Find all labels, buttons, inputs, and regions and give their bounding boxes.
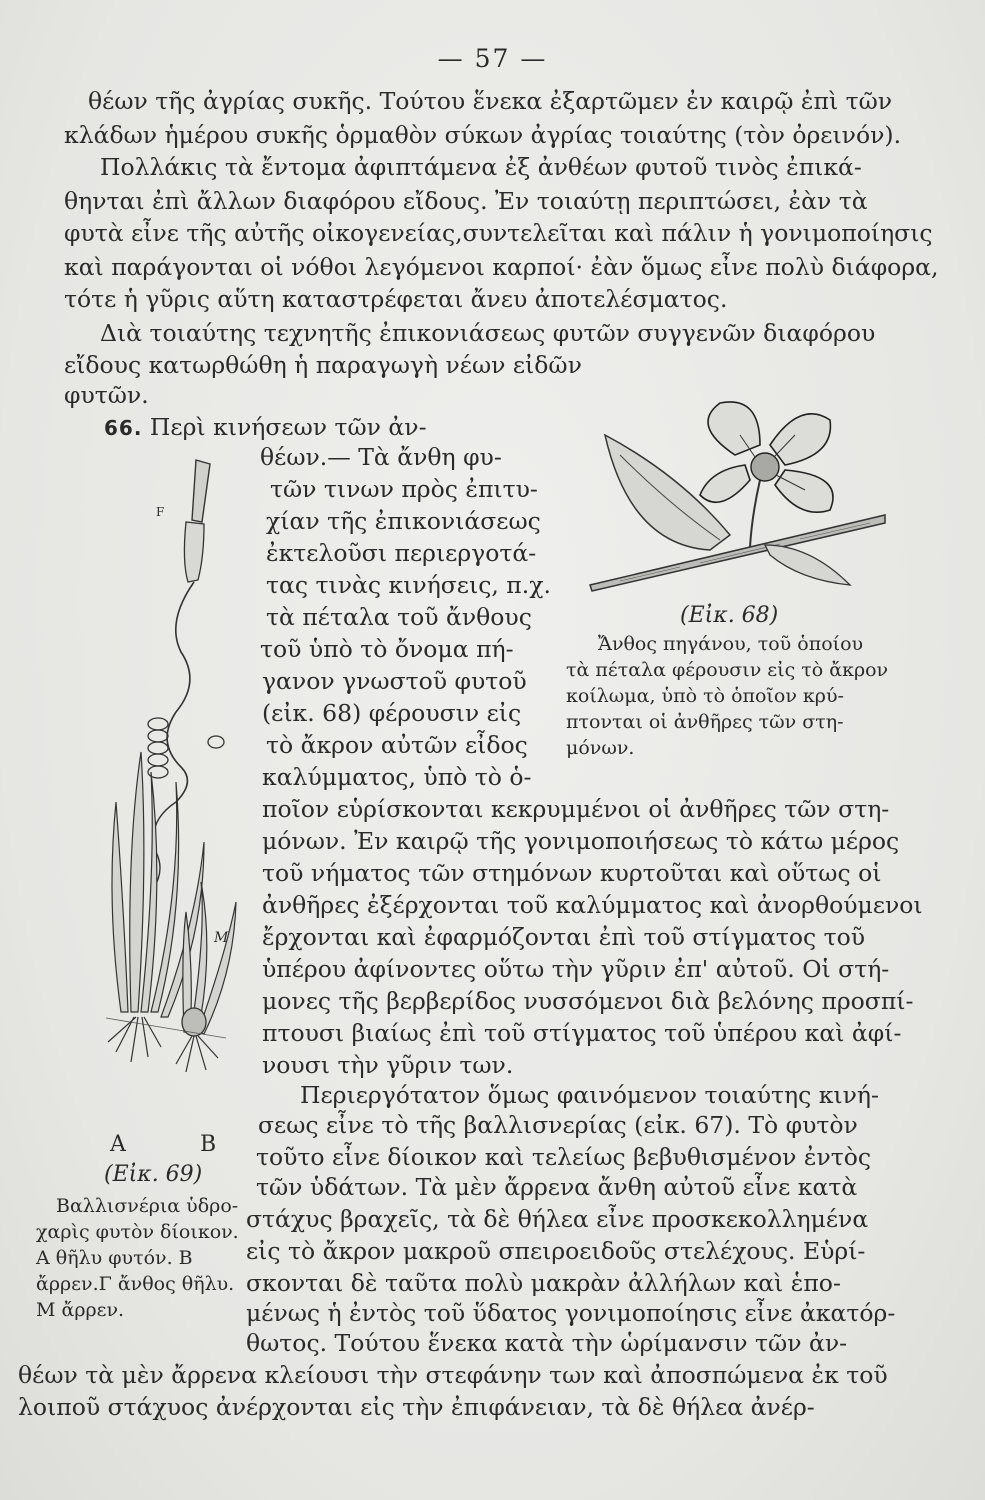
figure-68-rue-flower <box>560 395 890 595</box>
text-line: καὶ παράγονται οἱ νόθοι λεγόμενοι καρποί· ἐὰν ὅμως εἶνε πολὺ διάφορα, <box>64 253 939 281</box>
text-line: νουσι τὴν γῦριν των. <box>262 1051 514 1079</box>
figure-69-letter-b: B <box>200 1132 217 1157</box>
text-line: Διὰ τοιαύτης τεχνητῆς ἐπικονιάσεως φυτῶν συγγενῶν διαφόρου <box>100 319 876 347</box>
text-line: τῶν τινων πρὸς ἐπιτυ- <box>270 475 538 503</box>
vallisneria-illustration <box>86 452 256 1107</box>
text-line: ὑπέρου ἀφίνοντες οὕτω τὴν γῦριν ἐπ' αὐτοῦ. Οἱ στή- <box>262 955 890 983</box>
text-line: πτουσι βιαίως ἐπὶ τοῦ στίγματος τοῦ ὑπέρου καὶ ἀφί- <box>262 1019 902 1047</box>
text-line: ἔρχονται καὶ ἐφαρμόζονται ἐπὶ τοῦ στίγματος τοῦ <box>262 923 866 951</box>
text-line: φυτὰ εἶνε τῆς αὐτῆς οἰκογενείας,συντελεῖται καὶ πάλιν ἡ γονιμοποίησις <box>64 219 933 247</box>
text-line: θηνται ἐπὶ ἄλλων διαφόρου εἴδους. Ἐν τοιαύτῃ περιπτώσει, ἐὰν τὰ <box>64 187 868 215</box>
figure-68-caption-line: κοίλωμα, ὑπὸ τὸ ὁποῖον κρύ- <box>566 685 844 707</box>
figure-69-letter-f: F <box>156 505 165 519</box>
text-line: τῶν ὑδάτων. Τὰ μὲν ἄρρενα ἄνθη αὐτοῦ εἶνε κατὰ <box>256 1173 858 1201</box>
figure-69-caption-line: Βαλλισνέρια ὑδρο- <box>56 1195 239 1217</box>
text-line: στάχυς βραχεῖς, τὰ δὲ θήλεα εἶνε προσκεκολλημένα <box>246 1205 869 1233</box>
figure-68-caption-line: μόνων. <box>566 737 635 759</box>
text-line: τότε ἡ γῦρις αὕτη καταστρέφεται ἄνευ ἀποτελέσματος. <box>64 285 728 313</box>
text-line: μονες τῆς βερβερίδος νυσσόμενοι διὰ βελόνης προσπί- <box>262 987 914 1015</box>
section-title: Περὶ κινήσεων τῶν ἀν- <box>149 413 427 441</box>
figure-69-label: (Εἰκ. 69) <box>104 1162 203 1187</box>
text-line: καλύμματος, ὑπὸ τὸ ὁ- <box>262 763 532 791</box>
text-line: εἰς τὸ ἄκρον μακροῦ σπειροειδοῦς στελέχους. Εὑρί- <box>246 1237 866 1265</box>
text-line: μόνων. Ἐν καιρῷ τῆς γονιμοποιήσεως τὸ κάτω μέρος <box>262 827 900 855</box>
section-number: 66. <box>104 416 143 440</box>
text-line: χίαν τῆς ἐπικονιάσεως <box>266 507 541 535</box>
text-line: γανον γνωστοῦ φυτοῦ <box>262 667 527 695</box>
figure-69-letter-m: M <box>214 930 229 946</box>
figure-69-caption-line: Α θῆλυ φυτόν. Β <box>36 1247 193 1269</box>
figure-69-letter-a: A <box>110 1132 126 1157</box>
text-line: εἴδους κατωρθώθη ἡ παραγωγὴ νέων εἰδῶν <box>64 351 582 379</box>
figure-68-caption-line: πτονται οἱ ἀνθῆρες τῶν στη- <box>566 711 844 733</box>
text-line: ἐκτελοῦσι περιεργοτά- <box>266 539 537 567</box>
text-line: ποῖον εὑρίσκονται κεκρυμμένοι οἱ ἀνθῆρες τῶν στη- <box>262 795 890 823</box>
text-line: σκονται δὲ ταῦτα πολὺ μακρὰν ἀλλήλων καὶ ἑπο- <box>246 1269 841 1297</box>
figure-69-vallisneria <box>86 452 256 1107</box>
text-line: σεως εἶνε τὸ τῆς βαλλισνερίας (εἰκ. 67). Τὸ φυτὸν <box>258 1111 858 1139</box>
text-line: μένως ἡ ἐντὸς τοῦ ὕδατος γονιμοποίησις εἶνε ἀκατόρ- <box>246 1299 896 1327</box>
text-line: τὸ ἄκρον αὐτῶν εἶδος <box>266 731 528 759</box>
text-line: λοιποῦ στάχυος ἀνέρχονται εἰς τὴν ἐπιφάνειαν, τὰ δὲ θήλεα ἀνέρ- <box>18 1393 815 1421</box>
text-line: τὰ πέταλα τοῦ ἄνθους <box>266 603 532 631</box>
figure-68-label: (Εἰκ. 68) <box>680 603 779 628</box>
figure-69-caption-line: χαρὶς φυτὸν δίοικον. <box>36 1221 239 1243</box>
text-line: θέων τὰ μὲν ἄρρενα κλείουσι τὴν στεφάνην των καὶ ἀποσπώμενα ἐκ τοῦ <box>18 1361 888 1389</box>
text-line: τοῦτο εἶνε δίοικον καὶ τελείως βεβυθισμένον ἐντὸς <box>256 1143 872 1171</box>
text-line: τοῦ ὑπὸ τὸ ὄνομα πή- <box>260 635 514 663</box>
text-line: θωτος. Τούτου ἕνεκα κατὰ τὴν ὡρίμανσιν τῶν ἀν- <box>246 1329 848 1357</box>
text-line: κλάδων ἡμέρου συκῆς ὁρμαθὸν σύκων ἀγρίας τοιαύτης (τὸν ὀρεινόν). <box>64 121 902 149</box>
figure-68-caption-line: Ἄνθος πηγάνου, τοῦ ὁποίου <box>598 633 864 655</box>
text-line: θέων.— Τὰ ἄνθη φυ- <box>260 443 502 471</box>
text-line: τοῦ νήματος τῶν στημόνων κυρτοῦται καὶ οὕτως οἱ <box>262 859 882 887</box>
text-line: (εἰκ. 68) φέρουσιν εἰς <box>262 699 522 727</box>
text-line: θέων τῆς ἀγρίας συκῆς. Τούτου ἕνεκα ἐξαρτῶμεν ἐν καιρῷ ἐπὶ τῶν <box>88 87 893 115</box>
text-line: ἀνθῆρες ἐξέρχονται τοῦ καλύμματος καὶ ἀνορθούμενοι <box>262 891 923 919</box>
text-line: Περιεργότατον ὅμως φαινόμενον τοιαύτης κινή- <box>300 1081 879 1109</box>
figure-69-caption-line: ἄρρεν.Γ ἄνθος θῆλυ. <box>36 1273 235 1295</box>
text-line: τας τινὰς κινήσεις, π.χ. <box>266 571 551 599</box>
figure-68-caption-line: τὰ πέταλα φέρουσιν εἰς τὸ ἄκρον <box>566 659 889 681</box>
figure-69-caption-line: Μ ἄρρεν. <box>36 1299 125 1321</box>
rue-flower-illustration <box>560 395 890 595</box>
page-number: — 57 — <box>437 44 548 73</box>
text-line: φυτῶν. <box>64 381 149 409</box>
section-heading <box>104 412 427 443</box>
text-line: Πολλάκις τὰ ἔντομα ἀφιπτάμενα ἐξ ἀνθέων φυτοῦ τινὸς ἐπικά- <box>100 153 862 181</box>
